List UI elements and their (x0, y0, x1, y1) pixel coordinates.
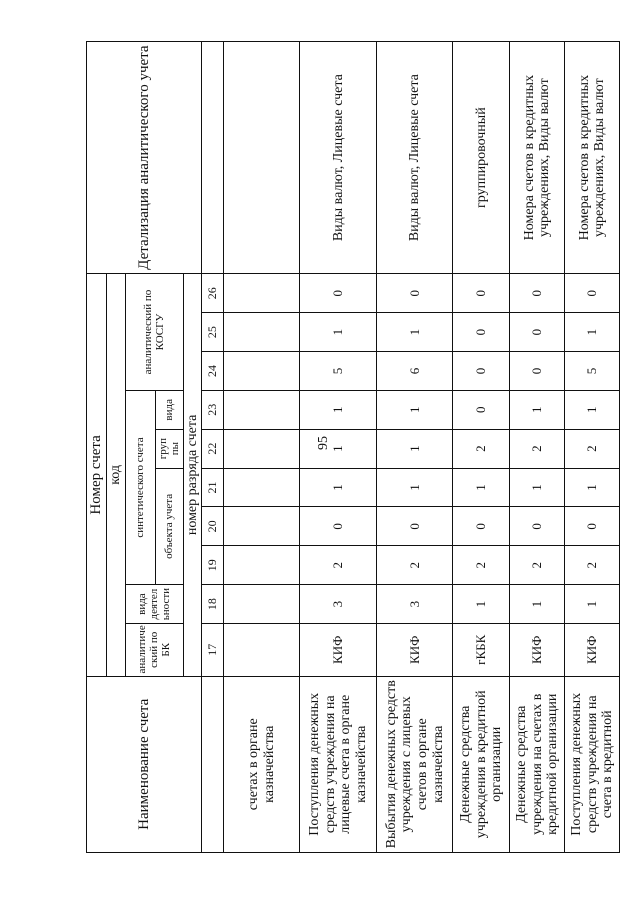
cell-25: 1 (377, 313, 453, 352)
cell-22: 1 (300, 429, 377, 468)
cell-17: КИФ (510, 624, 565, 677)
digits-row (202, 42, 224, 853)
cell-18: 3 (377, 585, 453, 624)
account-name-header: Наименование счета (87, 676, 202, 852)
cell-22: 1 (377, 429, 453, 468)
cell-22: 2 (565, 429, 620, 468)
cell-21: 1 (300, 468, 377, 507)
detail-cell: Виды валют, Лицевые счета (300, 42, 377, 274)
cell-22: 2 (453, 429, 510, 468)
cell-22: 2 (510, 429, 565, 468)
table-row (453, 42, 510, 853)
account-name-cell: Выбытия денежных средств учреждения с лицевых счетов в органе казначейства (377, 676, 453, 852)
cell-22 (224, 429, 300, 468)
cell-18: 1 (510, 585, 565, 624)
cell-20: 0 (300, 507, 377, 546)
cell-25: 0 (453, 313, 510, 352)
page-number: 95 (316, 436, 331, 450)
header-row-1 (87, 42, 107, 853)
cell-17 (224, 624, 300, 677)
cell-24 (224, 352, 300, 391)
table-row (300, 42, 377, 853)
cell-23: 1 (377, 390, 453, 429)
cell-17: КИФ (300, 624, 377, 677)
detail-cell: Виды валют, Лицевые счета (377, 42, 453, 274)
digit-25: 25 (202, 313, 224, 352)
cell-19: 2 (453, 546, 510, 585)
cell-21: 1 (565, 468, 620, 507)
cell-24: 0 (510, 352, 565, 391)
cell-23: 1 (300, 390, 377, 429)
cell-24: 6 (377, 352, 453, 391)
detail-cell (224, 42, 300, 274)
cell-20: 0 (377, 507, 453, 546)
cell-26: 0 (453, 274, 510, 313)
cell-17: КИФ (377, 624, 453, 677)
digits-row-spacer-left (202, 676, 224, 852)
cell-23: 0 (453, 390, 510, 429)
cell-18: 3 (300, 585, 377, 624)
cell-19: 2 (300, 546, 377, 585)
accounts-table (86, 41, 620, 853)
digit-number-header: номер разряда счета (183, 274, 202, 676)
table-row (377, 42, 453, 853)
digit-19: 19 (202, 546, 224, 585)
cell-26: 0 (377, 274, 453, 313)
detail-cell: Номера счетов в кредитных учреждениях, Виды валют (510, 42, 565, 274)
cell-18: 1 (453, 585, 510, 624)
cell-26: 0 (300, 274, 377, 313)
table-row (565, 42, 620, 853)
digit-23: 23 (202, 390, 224, 429)
cell-25: 0 (510, 313, 565, 352)
rotated-page (86, 41, 616, 853)
analytical-kosgu-header: аналитический по КОСГУ (125, 274, 183, 391)
code-header: код (107, 274, 126, 676)
table-row (224, 42, 300, 853)
account-object-header: объекта учета (155, 468, 183, 585)
cell-20: 0 (453, 507, 510, 546)
cell-21 (224, 468, 300, 507)
cell-17: гКБК (453, 624, 510, 677)
digit-21: 21 (202, 468, 224, 507)
cell-23: 1 (510, 390, 565, 429)
cell-20: 0 (565, 507, 620, 546)
digit-20: 20 (202, 507, 224, 546)
cell-18: 1 (565, 585, 620, 624)
account-name-cell: Денежные средства учреждения в кредитной организации (453, 676, 510, 852)
detail-header: Детализация аналитического учета (87, 42, 202, 274)
cell-18 (224, 585, 300, 624)
account-number-header: Номер счета (87, 274, 107, 676)
cell-19: 2 (377, 546, 453, 585)
cell-21: 1 (510, 468, 565, 507)
digits-row-spacer-right (202, 42, 224, 274)
cell-26: 0 (510, 274, 565, 313)
group-header: груп пы (155, 429, 183, 468)
digit-26: 26 (202, 274, 224, 313)
cell-24: 5 (565, 352, 620, 391)
cell-19 (224, 546, 300, 585)
digit-24: 24 (202, 352, 224, 391)
cell-20: 0 (510, 507, 565, 546)
cell-24: 0 (453, 352, 510, 391)
cell-17: КИФ (565, 624, 620, 677)
digit-17: 17 (202, 624, 224, 677)
cell-25 (224, 313, 300, 352)
cell-26 (224, 274, 300, 313)
type-header: вида (155, 390, 183, 429)
synthetic-header: синтетического счета (125, 390, 155, 584)
account-name-cell: Денежные средства учреждения на счетах в кредитной организации (510, 676, 565, 852)
cell-19: 2 (510, 546, 565, 585)
cell-26: 0 (565, 274, 620, 313)
cell-21: 1 (377, 468, 453, 507)
analytical-bk-header: аналитиче ский по БК (125, 624, 183, 677)
cell-21: 1 (453, 468, 510, 507)
account-name-cell: Поступления денежных средств учреждения на лицевые счета в органе казначейства (300, 676, 377, 852)
cell-23: 1 (565, 390, 620, 429)
detail-cell: Номера счетов в кредитных учреждениях, Виды валют (565, 42, 620, 274)
cell-19: 2 (565, 546, 620, 585)
cell-23 (224, 390, 300, 429)
activity-type-header: вида деятел ьности (125, 585, 183, 624)
digit-18: 18 (202, 585, 224, 624)
cell-24: 5 (300, 352, 377, 391)
account-name-cell: счетах в органе казначейства (224, 676, 300, 852)
table-row (510, 42, 565, 853)
account-name-cell: Поступления денежных средств учреждения на счета в кредитной (565, 676, 620, 852)
cell-20 (224, 507, 300, 546)
cell-25: 1 (300, 313, 377, 352)
detail-cell: группировочный (453, 42, 510, 274)
cell-25: 1 (565, 313, 620, 352)
digit-22: 22 (202, 429, 224, 468)
